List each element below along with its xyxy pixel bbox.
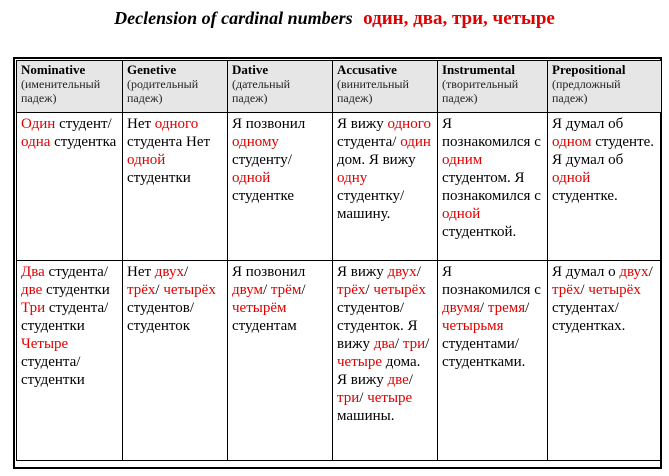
numeral-form: четырьмя xyxy=(442,318,504,334)
cell-text: / xyxy=(365,282,374,298)
numeral-form: двух xyxy=(619,264,649,280)
title-russian-numbers: один, два, три, четыре xyxy=(363,8,555,29)
numeral-form: одного xyxy=(154,116,199,132)
cell-text: / xyxy=(416,264,421,280)
numeral-form: два xyxy=(373,336,395,352)
cell-accusative xyxy=(333,261,438,461)
header-sublabel: (именительный падеж) xyxy=(21,77,101,105)
header-accusative xyxy=(333,61,438,113)
numeral-form: трёх xyxy=(552,282,581,298)
numeral-form: один xyxy=(400,134,431,150)
cell-text: студентом. Я познакомился с xyxy=(442,170,541,204)
numeral-form: три xyxy=(337,390,360,406)
table-row-plural xyxy=(17,261,662,461)
cell-text: Я позвонил xyxy=(232,264,306,280)
cell-dative xyxy=(228,261,333,461)
cell-text: студента/ xyxy=(337,134,401,150)
numeral-form: двумя xyxy=(442,300,480,316)
numeral-form: одним xyxy=(442,152,483,168)
cell-text: дом. Я вижу xyxy=(337,152,416,168)
cell-text: Я позвонил xyxy=(232,116,306,132)
numeral-form: одного xyxy=(387,116,431,132)
cell-text: / xyxy=(525,300,530,316)
cell-text: студента/ студентки xyxy=(21,354,85,388)
cell-text: Я вижу xyxy=(337,264,388,280)
cell-prepositional xyxy=(548,261,662,461)
cell-text: / xyxy=(479,300,488,316)
cell-text: / xyxy=(425,336,430,352)
cell-text: / xyxy=(394,336,403,352)
cell-text: студентки xyxy=(127,170,191,186)
numeral-form: четыре xyxy=(367,390,413,406)
numeral-form: Три xyxy=(21,300,46,316)
header-label: Dative xyxy=(232,62,269,77)
numeral-form: Четыре xyxy=(21,336,69,352)
table-row-singular xyxy=(17,113,662,261)
cell-text: дома. Я вижу xyxy=(337,354,421,388)
numeral-form: две xyxy=(387,372,409,388)
title-english: Declension of cardinal numbers xyxy=(114,8,353,28)
cell-text: студенту/ xyxy=(232,152,292,168)
cell-genitive xyxy=(123,113,228,261)
numeral-form: одной xyxy=(232,170,271,186)
numeral-form: одной xyxy=(552,170,591,186)
cell-text: студент/ xyxy=(55,116,112,132)
header-label: Prepositional xyxy=(552,62,626,77)
numeral-form: одна xyxy=(21,134,51,150)
cell-text: / xyxy=(359,390,368,406)
numeral-form: три xyxy=(402,336,426,352)
cell-text: студентке xyxy=(232,188,295,204)
numeral-form: двух xyxy=(154,264,184,280)
numeral-form: двум xyxy=(232,282,263,298)
header-label: Instrumental xyxy=(442,62,515,77)
cell-text: студентах/ студентках. xyxy=(552,300,626,334)
header-sublabel: (творительный падеж) xyxy=(442,77,519,105)
cell-text: студентки xyxy=(42,282,110,298)
cell-text: студенте. Я думал об xyxy=(552,134,655,168)
numeral-form: одном xyxy=(552,134,592,150)
cell-text: / xyxy=(184,264,189,280)
header-prepositional xyxy=(548,61,662,113)
header-sublabel: (родительный падеж) xyxy=(127,77,199,105)
cell-text: машины. xyxy=(337,408,395,424)
numeral-form: двух xyxy=(387,264,417,280)
cell-text: студента Нет xyxy=(127,134,211,150)
cell-prepositional xyxy=(548,113,662,261)
cell-text: студентка xyxy=(50,134,117,150)
cell-text: Я думал о xyxy=(552,264,620,280)
header-label: Accusative xyxy=(337,62,397,77)
cell-text: студента/ студентки xyxy=(21,300,109,334)
cell-text: студентов/ студенток. Я вижу xyxy=(337,300,418,352)
cell-instrumental xyxy=(438,113,548,261)
header-label: Genetive xyxy=(127,62,177,77)
numeral-form: одному xyxy=(232,134,279,150)
numeral-form: одной xyxy=(127,152,166,168)
numeral-form: четыре xyxy=(337,354,382,370)
cell-text: Я думал об xyxy=(552,116,624,132)
cell-text: Я познакомился с xyxy=(442,264,541,298)
cell-text: студентами/ студентками. xyxy=(442,336,526,370)
cell-text: / xyxy=(301,282,306,298)
cell-text: Нет xyxy=(127,116,155,132)
cell-text: Нет xyxy=(127,264,155,280)
header-sublabel: (винительный падеж) xyxy=(337,77,409,105)
cell-text: Я познакомился с xyxy=(442,116,541,150)
header-sublabel: (дательный падеж) xyxy=(232,77,291,105)
cell-text: студента/ xyxy=(44,264,108,280)
cell-text: студентов/ студенток xyxy=(127,300,194,334)
header-instrumental xyxy=(438,61,548,113)
header-row xyxy=(17,61,662,113)
cell-accusative xyxy=(333,113,438,261)
cell-text: студенткой. xyxy=(442,224,517,240)
cell-text: студентке. xyxy=(552,188,618,204)
header-nominative xyxy=(17,61,123,113)
cell-text: Я вижу xyxy=(337,116,388,132)
numeral-form: две xyxy=(21,282,43,298)
cell-text: / xyxy=(263,282,271,298)
cell-text: / xyxy=(155,282,164,298)
numeral-form: четырёх xyxy=(163,282,216,298)
cell-text: / xyxy=(580,282,589,298)
numeral-form: трёх xyxy=(127,282,156,298)
numeral-form: Один xyxy=(21,116,56,132)
header-dative xyxy=(228,61,333,113)
numeral-form: трём xyxy=(270,282,302,298)
numeral-form: трёх xyxy=(337,282,366,298)
cell-text: / xyxy=(408,372,413,388)
numeral-form: четырёх xyxy=(373,282,426,298)
header-label: Nominative xyxy=(21,62,86,77)
numeral-form: одну xyxy=(337,170,368,186)
declension-table xyxy=(16,60,662,461)
page-title xyxy=(0,8,669,30)
header-sublabel: (предложный падеж) xyxy=(552,77,621,105)
numeral-form: четырём xyxy=(232,300,287,316)
numeral-form: Два xyxy=(21,264,45,280)
header-genitive xyxy=(123,61,228,113)
cell-nominative xyxy=(17,113,123,261)
numeral-form: одной xyxy=(442,206,481,222)
numeral-form: четырёх xyxy=(588,282,641,298)
cell-nominative xyxy=(17,261,123,461)
cell-dative xyxy=(228,113,333,261)
cell-genitive xyxy=(123,261,228,461)
cell-text: студентам xyxy=(232,318,297,334)
cell-text: / xyxy=(648,264,653,280)
numeral-form: тремя xyxy=(487,300,526,316)
cell-instrumental xyxy=(438,261,548,461)
cell-text: студентку/ машину. xyxy=(337,188,405,222)
